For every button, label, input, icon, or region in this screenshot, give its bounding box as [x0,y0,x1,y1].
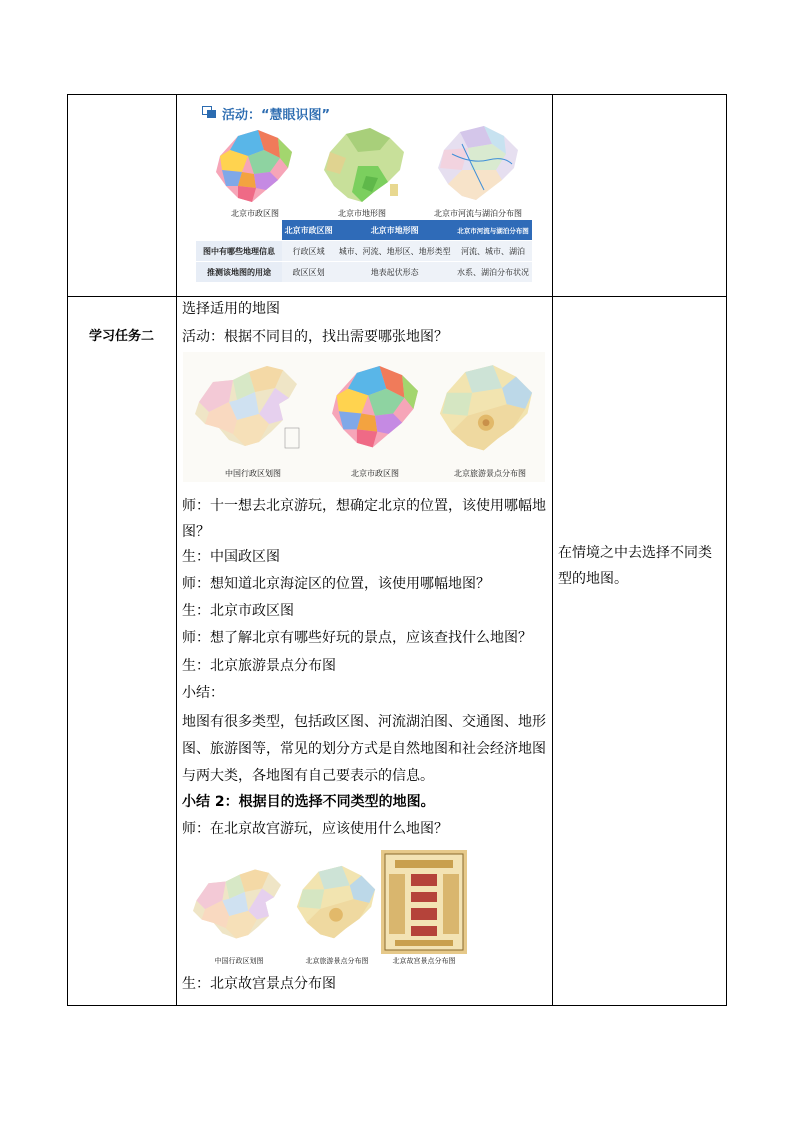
table-border-col2 [552,94,553,1006]
table-border-col1 [176,94,177,1006]
dialog-line: 小结： [182,685,224,701]
china-admin-map [189,362,303,457]
beijing-rivers-map [432,124,524,206]
table-border-bottom [67,1005,727,1006]
map-caption: 中国行政区划图 [214,957,264,965]
dialog-line: 生：北京市政区图 [182,603,294,619]
table-header: 北京市河流与湖泊分布图 [454,220,532,241]
map-set-2 [183,848,473,968]
table-cell: 政区区划 [282,262,335,283]
table-cell: 行政区域 [282,241,335,262]
dialog-line: 生：北京旅游景点分布图 [182,658,336,674]
map-comparison-table [196,220,532,283]
map-caption: 中国行政区划图 [225,469,281,478]
dialog-line: 生：中国政区图 [182,549,280,565]
beijing-terrain-map [318,126,410,208]
student-answer: 生：北京故宫景点分布图 [182,976,336,992]
beijing-political-map [208,128,300,208]
table-cell: 水系、湖泊分布状况 [454,262,532,283]
map-caption: 北京市政区图 [351,469,399,478]
summary-2: 小结 2：根据目的选择不同类型的地图。 [182,794,435,810]
activity-prompt: 活动：根据不同目的，找出需要哪张地图？ [182,329,448,345]
table-border-left [67,94,68,1006]
map-caption: 北京旅游景点分布图 [454,469,526,478]
map-caption: 北京市河流与湖泊分布图 [434,209,522,218]
task-label: 学习任务二 [88,329,154,344]
map-caption: 北京旅游景点分布图 [305,957,369,965]
map-set-1 [183,352,545,482]
table-row-label: 推测该地图的用途 [196,262,282,283]
table-cell: 河流、城市、湖泊 [454,241,532,262]
map-caption: 北京市政区图 [231,209,279,218]
beijing-tourism-map [433,358,539,462]
table-border-right [726,94,727,1006]
activity-title: 活动：“慧眼识图” [222,108,331,123]
table-header: 北京市政区图 [282,220,335,241]
map-caption: 北京故宫景点分布图 [392,957,456,965]
table-cell: 城市、河流、地形区、地形类型 [335,241,454,262]
dialog-line: 师：想知道北京海淀区的位置，该使用哪幅地图？ [182,576,490,592]
map-caption: 北京市地形图 [338,209,386,218]
design-note: 在情境之中去选择不同类型的地图。 [558,545,712,587]
forbidden-city-map [381,850,467,954]
section-title: 选择适用的地图 [182,301,280,317]
china-admin-map [185,866,289,948]
table-border-top [67,94,727,95]
teacher-question: 师：十一想去北京游玩，想确定北京的位置，该使用哪幅地图？ [182,498,546,540]
summary-text: 地图有很多类型，包括政区图、河流湖泊图、交通图、地形图、旅游图等，常见的划分方式是自然地图和社会经济地图与两大类，各地图有自己要表示的信息。 [182,714,546,784]
table-header: 北京市地形图 [335,220,454,241]
table-row-label: 图中有哪些地理信息 [196,241,282,262]
beijing-political-map [323,356,427,462]
activity-icon [202,106,216,118]
table-cell: 地表起伏形态 [335,262,454,283]
beijing-tourism-map [291,858,381,950]
dialog-line: 师：想了解北京有哪些好玩的景点，应该查找什么地图？ [182,630,532,646]
teacher-question-2: 师：在北京故宫游玩，应该使用什么地图？ [182,821,448,837]
table-row-divider [67,296,727,297]
